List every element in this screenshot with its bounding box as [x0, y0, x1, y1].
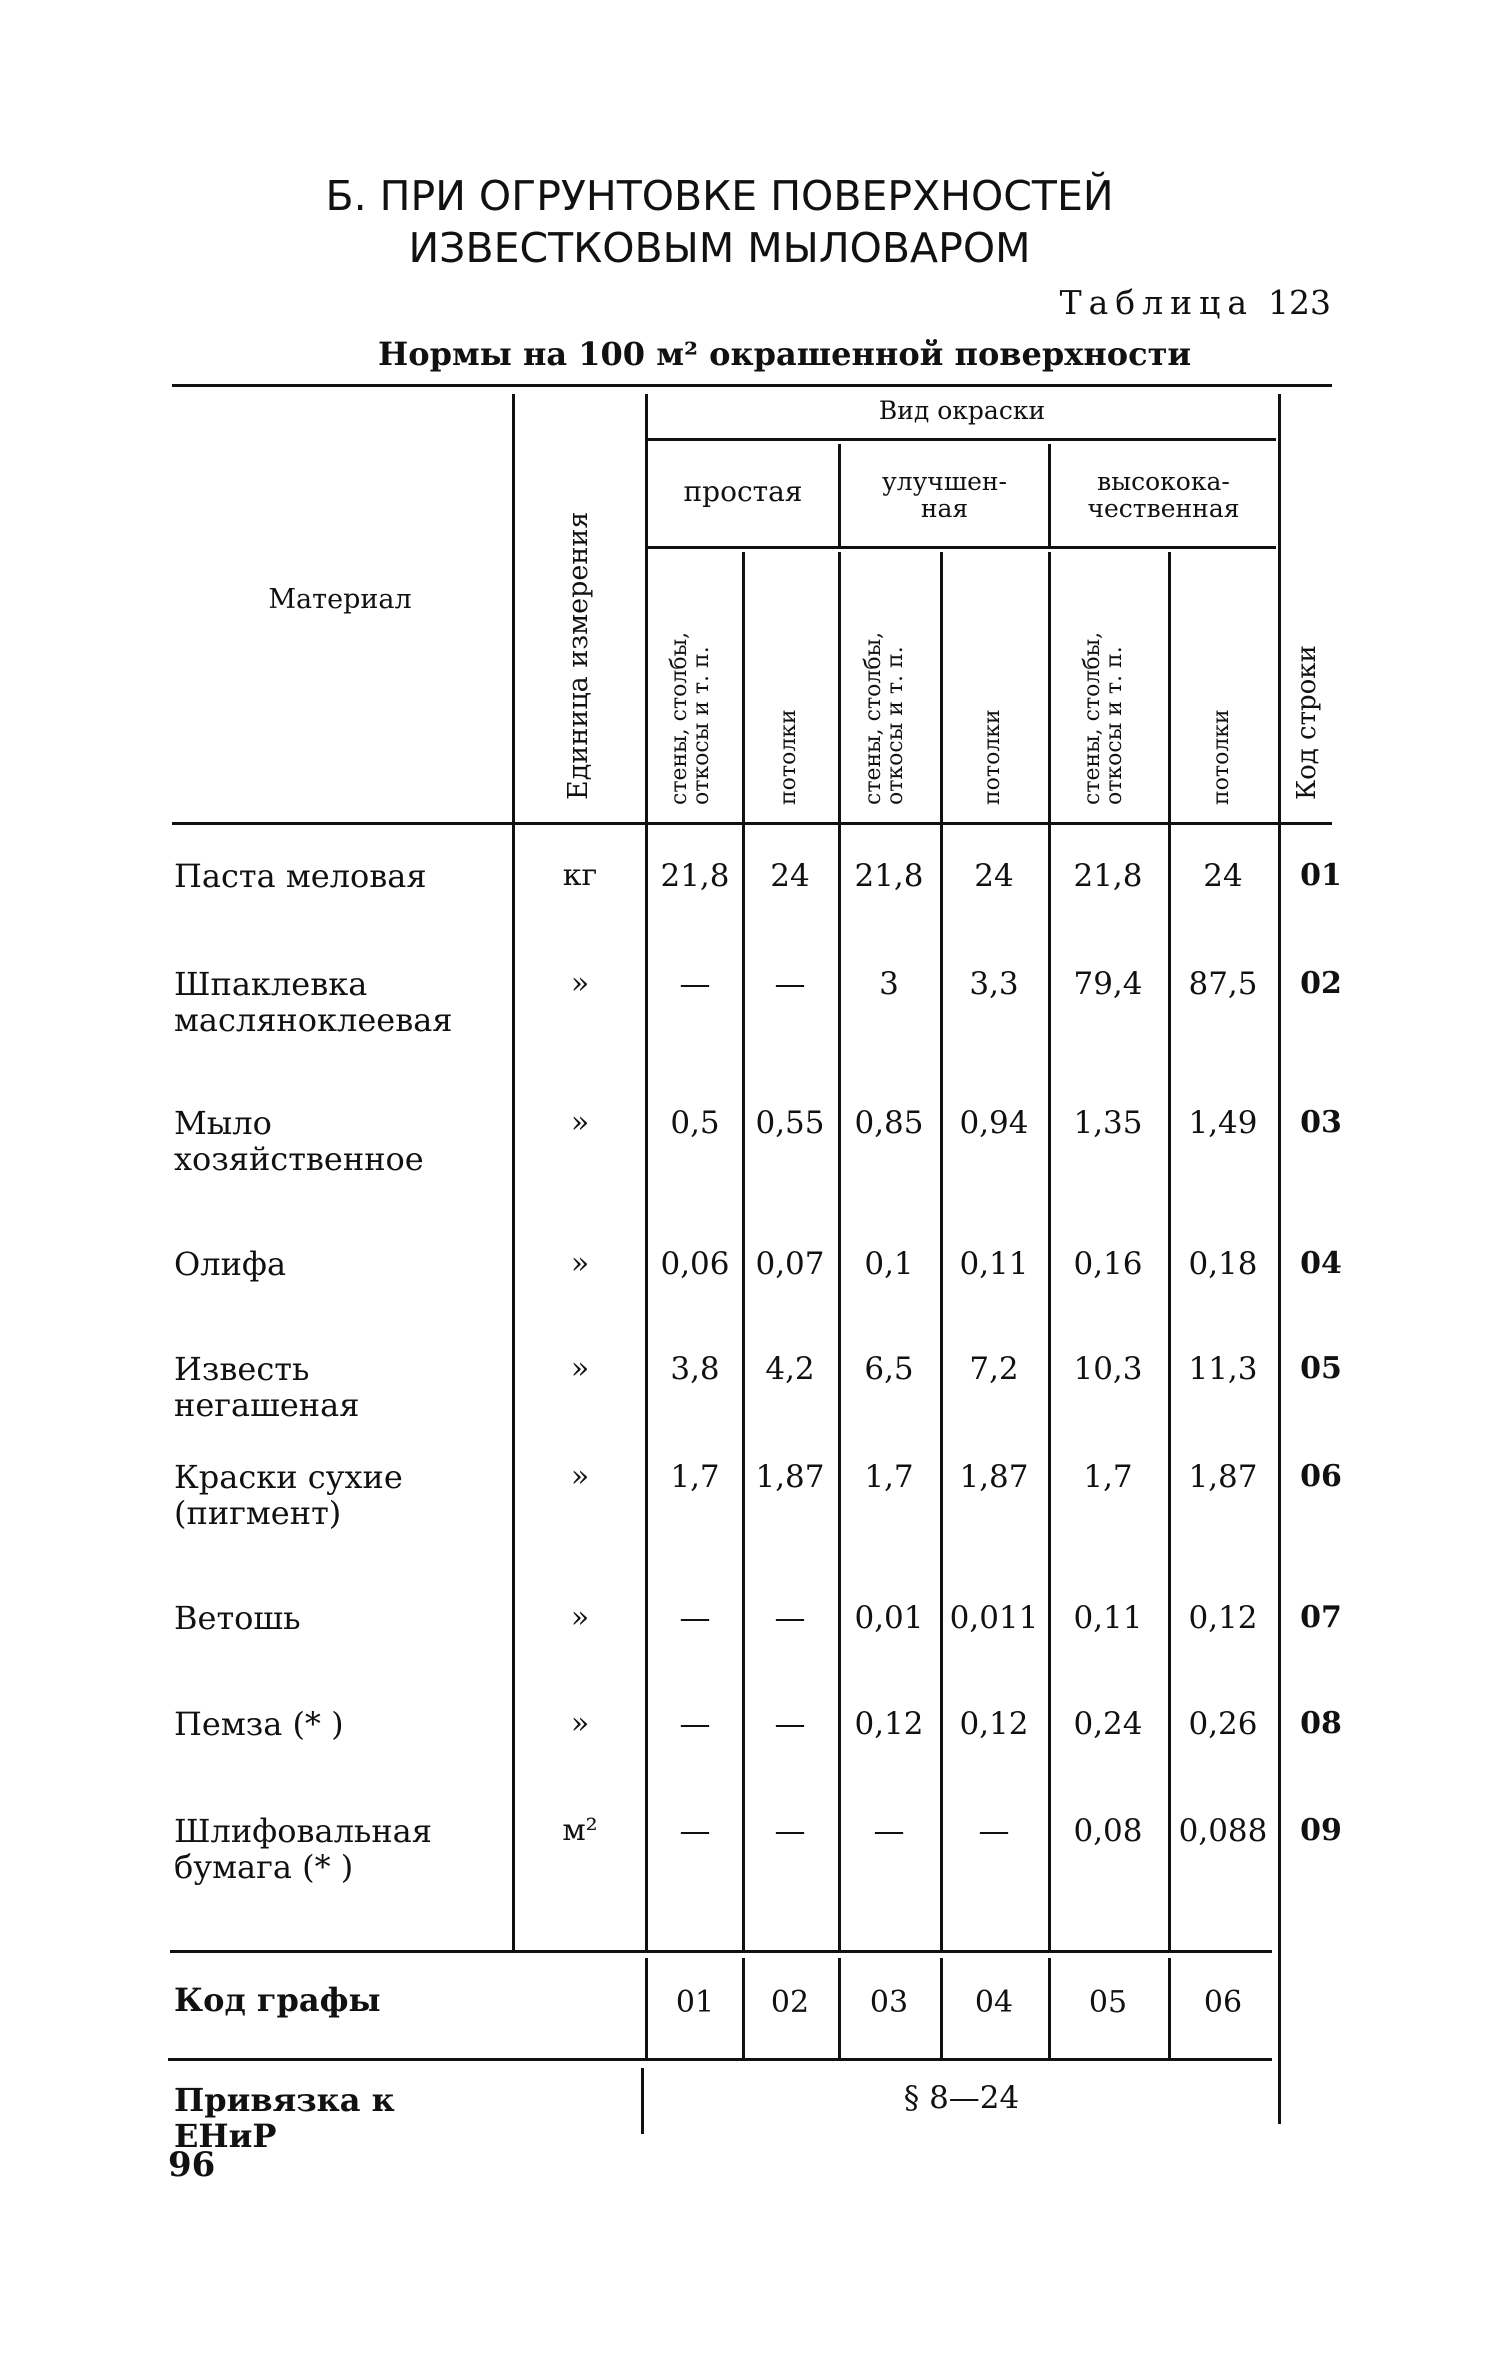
unit-col-left — [512, 394, 515, 1950]
row-value: 3,8 — [670, 1351, 720, 1387]
code-col-left — [1278, 394, 1281, 2124]
enir-value: § 8—24 — [903, 2080, 1020, 2116]
row-value: — — [774, 1813, 806, 1849]
column-code: 06 — [1203, 1985, 1243, 2020]
row-value: 3 — [879, 966, 899, 1002]
row-value: 0,011 — [949, 1600, 1039, 1636]
row-unit: » — [570, 1706, 590, 1741]
table-top-rule — [172, 384, 1332, 387]
row-value: 0,088 — [1178, 1813, 1268, 1849]
row-value: — — [679, 966, 711, 1002]
row-code: 01 — [1300, 858, 1342, 893]
subcol-header-ceilings: потолки — [1209, 709, 1234, 805]
row-value: 4,2 — [765, 1351, 815, 1387]
row-value: 6,5 — [864, 1351, 914, 1387]
paint-type-rule — [648, 438, 1276, 441]
row-value: 79,4 — [1073, 966, 1143, 1002]
row-value: 0,11 — [1073, 1600, 1143, 1636]
row-value: 3,3 — [969, 966, 1019, 1002]
row-value: — — [873, 1813, 905, 1849]
row-value: 1,87 — [755, 1459, 825, 1495]
row-value: — — [679, 1813, 711, 1849]
row-value: — — [774, 1706, 806, 1742]
column-code: 04 — [974, 1985, 1014, 2020]
row-value: 0,94 — [959, 1105, 1029, 1141]
row-code: 07 — [1300, 1600, 1342, 1635]
table-label-word: Таблица — [1059, 283, 1254, 322]
row-value: 0,24 — [1073, 1706, 1143, 1742]
row-code: 05 — [1300, 1351, 1342, 1386]
section-title-line1: Б. ПРИ ОГРУНТОВКЕ ПОВЕРХНОСТЕЙ — [325, 172, 1114, 220]
row-value: 0,26 — [1188, 1706, 1258, 1742]
row-code: 03 — [1300, 1105, 1342, 1140]
row-unit: » — [570, 1351, 590, 1386]
row-value: 21,8 — [660, 858, 730, 894]
column-codes-label: Код графы — [174, 1981, 381, 2019]
material-header: Материал — [268, 584, 412, 615]
row-value: 1,7 — [1083, 1459, 1133, 1495]
table-number: 123 — [1268, 283, 1331, 322]
row-value: 0,12 — [854, 1706, 924, 1742]
row-value: 87,5 — [1188, 966, 1258, 1002]
codes-bottom-rule — [168, 2058, 1272, 2061]
column-code: 03 — [869, 1985, 909, 2020]
row-material: Пемза (* ) — [174, 1705, 344, 1743]
row-value: — — [774, 1600, 806, 1636]
row-value: 1,7 — [864, 1459, 914, 1495]
header-bottom-rule — [172, 822, 1332, 825]
row-value: 1,35 — [1073, 1105, 1143, 1141]
row-material: Мыло хозяйственное — [174, 1104, 424, 1178]
row-value: 0,85 — [854, 1105, 924, 1141]
row-value: 21,8 — [1073, 858, 1143, 894]
group-header-simple: простая — [683, 475, 803, 508]
row-value: 0,08 — [1073, 1813, 1143, 1849]
row-value: 7,2 — [969, 1351, 1019, 1387]
row-value: 0,18 — [1188, 1246, 1258, 1282]
table-label — [1060, 283, 1331, 322]
row-material: Шлифовальная бумага (* ) — [174, 1812, 432, 1886]
subcol-header-walls: стены, столбы, откосы и т. п. — [861, 631, 908, 805]
page-number: 96 — [168, 2145, 216, 2185]
table-caption: Нормы на 100 м² окрашенной поверхности — [378, 335, 1192, 373]
row-value: 0,06 — [660, 1246, 730, 1282]
column-code: 02 — [770, 1985, 810, 2020]
row-code: 02 — [1300, 966, 1342, 1001]
row-value: 0,12 — [959, 1706, 1029, 1742]
row-unit: » — [570, 1459, 590, 1494]
row-value: 10,3 — [1073, 1351, 1143, 1387]
row-value: 24 — [974, 858, 1014, 894]
subcol-header-walls: стены, столбы, откосы и т. п. — [1080, 631, 1127, 805]
group-header-high-quality: высококa- чественная — [1087, 467, 1240, 523]
row-code: 09 — [1300, 1813, 1342, 1848]
row-value: 0,11 — [959, 1246, 1029, 1282]
unit-header: Единица измерения — [563, 511, 594, 800]
row-value: — — [679, 1706, 711, 1742]
paint-type-header: Вид окраски — [878, 396, 1046, 425]
row-value: 0,16 — [1073, 1246, 1143, 1282]
row-unit: м² — [562, 1813, 598, 1848]
row-value: 1,7 — [670, 1459, 720, 1495]
row-value: 21,8 — [854, 858, 924, 894]
subcol-header-walls: стены, столбы, откосы и т. п. — [667, 631, 714, 805]
row-material: Ветошь — [174, 1599, 301, 1637]
group-header-improved: улучшен- ная — [882, 467, 1007, 523]
row-material: Краски сухие (пигмент) — [174, 1458, 403, 1532]
row-unit: кг — [562, 858, 598, 893]
section-title-line2: ИЗВЕСТКОВЫМ МЫЛОВАРОМ — [408, 224, 1031, 272]
column-code: 01 — [675, 1985, 715, 2020]
row-code: 04 — [1300, 1246, 1342, 1281]
row-unit: » — [570, 1600, 590, 1635]
row-value: — — [774, 966, 806, 1002]
row-value: 1,49 — [1188, 1105, 1258, 1141]
row-value: 0,5 — [670, 1105, 720, 1141]
row-value: 1,87 — [959, 1459, 1029, 1495]
row-value: — — [978, 1813, 1010, 1849]
row-value: 0,01 — [854, 1600, 924, 1636]
row-code: 08 — [1300, 1706, 1342, 1741]
enir-label: Привязка к ЕНиР — [174, 2081, 395, 2155]
row-value: 24 — [1203, 858, 1243, 894]
subcol-header-ceilings: потолки — [980, 709, 1005, 805]
row-value: 0,55 — [755, 1105, 825, 1141]
row-material: Паста меловая — [174, 857, 427, 895]
row-code-header: Код строки — [1292, 645, 1322, 800]
row-value: 0,12 — [1188, 1600, 1258, 1636]
row-unit: » — [570, 1246, 590, 1281]
row-material: Известь негашеная — [174, 1350, 360, 1424]
row-value: 11,3 — [1188, 1351, 1258, 1387]
column-code: 05 — [1088, 1985, 1128, 2020]
group-rule — [648, 546, 1276, 549]
body-bottom-rule — [170, 1950, 1272, 1953]
row-value: 0,07 — [755, 1246, 825, 1282]
row-unit: » — [570, 966, 590, 1001]
row-value: — — [679, 1600, 711, 1636]
row-value: 0,1 — [864, 1246, 914, 1282]
row-material: Шпаклевка масляноклеевая — [174, 965, 453, 1039]
row-value: 1,87 — [1188, 1459, 1258, 1495]
row-value: 24 — [770, 858, 810, 894]
row-code: 06 — [1300, 1459, 1342, 1494]
subcol-header-ceilings: потолки — [776, 709, 801, 805]
enir-divider — [641, 2068, 644, 2134]
row-material: Олифа — [174, 1245, 287, 1283]
row-unit: » — [570, 1105, 590, 1140]
